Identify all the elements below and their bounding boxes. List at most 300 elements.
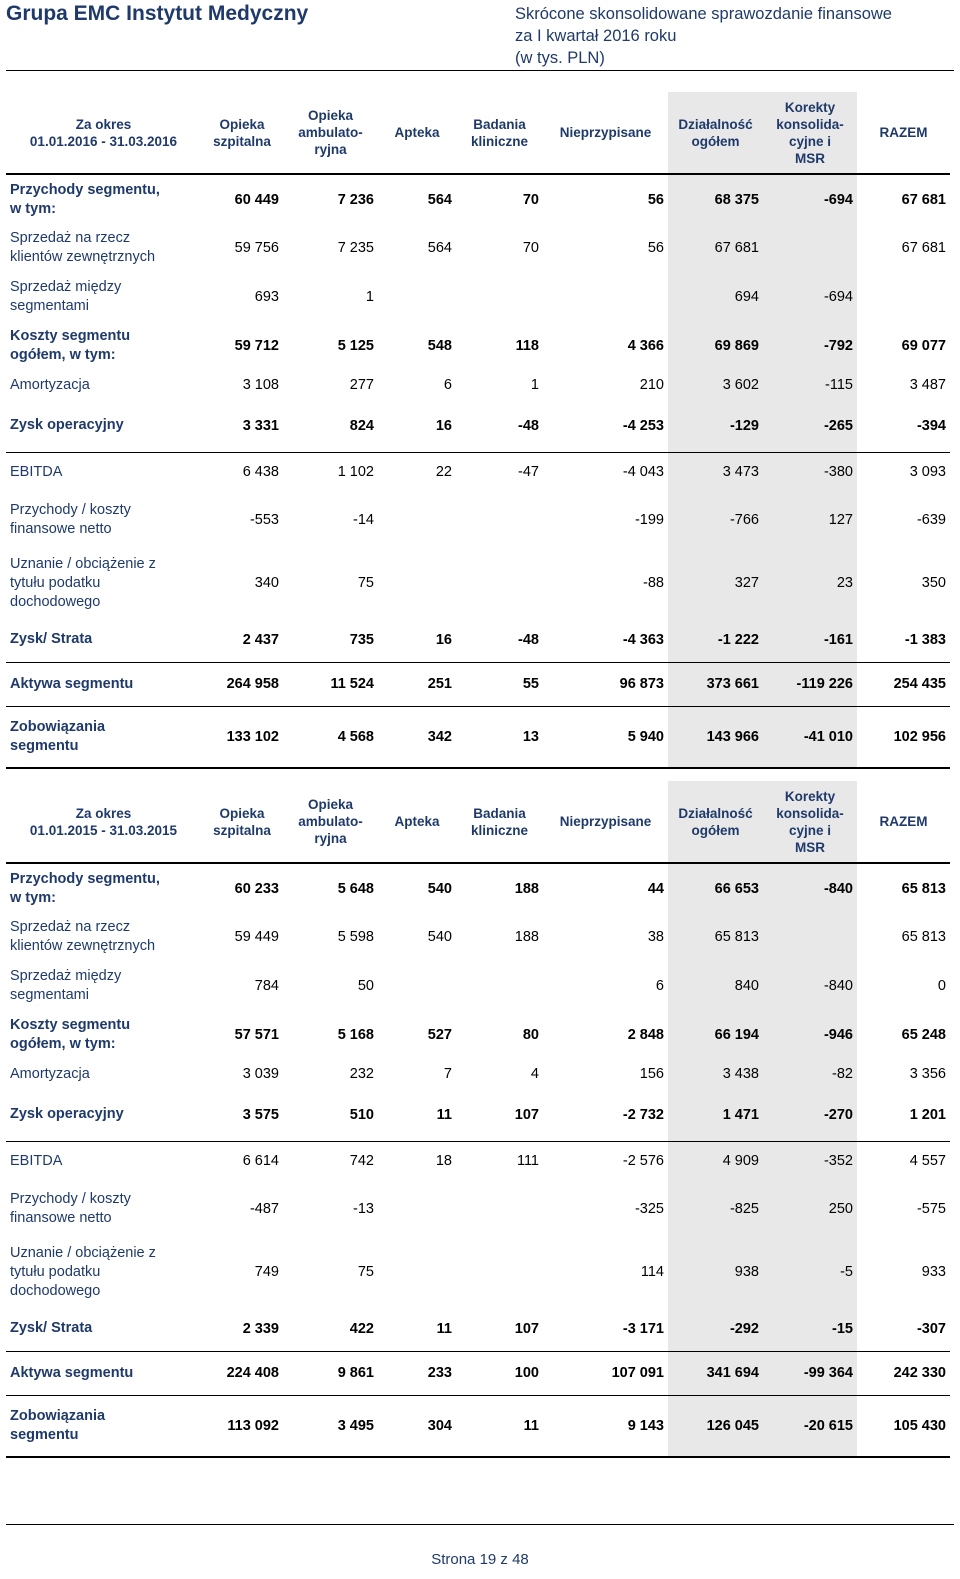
table-row (6, 1059, 950, 1089)
table-cell: 188 (514, 880, 539, 897)
table-row (6, 452, 950, 492)
row-label (6, 1395, 201, 1457)
column-header-line: ogółem (691, 133, 740, 149)
row-label-line: Aktywa segmentu (10, 675, 134, 692)
table-cell: 6 (655, 978, 664, 994)
table-cell: -292 (668, 1307, 763, 1351)
table-cell: 9 861 (283, 1351, 378, 1395)
table-cell: 9 143 (543, 1395, 668, 1457)
table-row (6, 272, 950, 322)
table-cell (378, 492, 456, 548)
table-cell: -2 576 (622, 1153, 664, 1170)
table-row (6, 662, 950, 706)
table-row (6, 618, 950, 662)
column-header-line: Za okres (75, 805, 132, 821)
column-header-line: ambulato- (298, 125, 363, 140)
table-row (6, 224, 950, 272)
row-label-line: Amortyzacja (10, 376, 90, 393)
table-cell: -840 (763, 961, 857, 1011)
table-cell: 3 356 (909, 1066, 946, 1082)
column-header (378, 92, 456, 174)
table-cell: -14 (353, 512, 374, 528)
column-header-line: Opieka (219, 805, 265, 821)
header-divider (6, 70, 954, 71)
row-label (6, 618, 201, 662)
table-cell (543, 272, 668, 322)
table-cell: -199 (634, 512, 664, 528)
table-cell: 3 473 (668, 452, 763, 492)
table-cell: 540 (427, 929, 452, 945)
column-header (6, 92, 201, 174)
row-label (6, 1351, 201, 1395)
row-label (6, 400, 201, 452)
table-cell: -161 (763, 618, 857, 662)
row-label-line: segmentami (10, 298, 89, 314)
column-header-line: Opieka (219, 116, 265, 132)
table-cell: 56 (647, 240, 664, 256)
table-row (6, 1307, 950, 1351)
table-cell: 250 (763, 1181, 857, 1237)
table-cell: 11 524 (283, 662, 378, 706)
table-cell: -487 (249, 1201, 279, 1217)
table-cell: 938 (668, 1237, 763, 1307)
table-cell: -41 010 (763, 706, 857, 768)
row-label-line: segmentu (10, 737, 79, 754)
table-cell: -639 (916, 512, 946, 528)
table-cell: 59 712 (234, 338, 279, 354)
table-cell: 342 (378, 706, 456, 768)
column-header (456, 781, 543, 863)
row-label-line: Amortyzacja (10, 1065, 90, 1082)
table-cell: 527 (427, 1027, 452, 1043)
column-header (857, 781, 950, 863)
row-label-line: w tym: (10, 200, 56, 217)
table-cell: 143 966 (668, 706, 763, 768)
table-cell: 105 430 (857, 1395, 950, 1457)
table-cell: 5 598 (337, 929, 374, 945)
table-cell: -48 (456, 618, 543, 662)
table-row (6, 1089, 950, 1141)
table-row (6, 1395, 950, 1457)
table-cell: 60 233 (234, 880, 279, 897)
table-cell: 3 438 (668, 1059, 763, 1089)
table-cell: -115 (763, 370, 857, 400)
table-cell: 277 (349, 377, 374, 393)
column-header (201, 781, 283, 863)
table-cell (456, 548, 543, 618)
table-cell: 840 (668, 961, 763, 1011)
table-cell: 784 (254, 978, 279, 994)
table-cell: 11 (456, 1395, 543, 1457)
column-header-line: 01.01.2015 - 31.03.2015 (29, 822, 178, 838)
table-cell: 548 (427, 338, 452, 354)
row-label (6, 1141, 201, 1181)
table-row (6, 863, 950, 913)
table-cell: 251 (378, 662, 456, 706)
table-cell (456, 492, 543, 548)
table-cell: 22 (435, 464, 452, 481)
table-cell: -3 171 (543, 1307, 668, 1351)
row-label (6, 272, 201, 322)
table-cell: -270 (763, 1089, 857, 1141)
table-cell: 66 194 (668, 1011, 763, 1059)
table-cell: 118 (515, 338, 539, 354)
table-cell (378, 272, 456, 322)
table-row (6, 961, 950, 1011)
table-cell: 7 (443, 1066, 452, 1082)
row-label-line: Zobowiązania (10, 718, 106, 735)
table-cell: 70 (522, 191, 539, 208)
table-cell: 3 487 (909, 377, 946, 393)
table-cell: 422 (283, 1307, 378, 1351)
row-label-line: Koszty segmentu (10, 328, 131, 344)
table-cell: 1 102 (337, 464, 374, 481)
column-header (6, 781, 201, 863)
row-label (6, 322, 201, 370)
table-cell (763, 913, 857, 961)
column-header-line: kliniczne (470, 822, 529, 838)
table-cell (456, 1237, 543, 1307)
table-cell: 57 571 (234, 1027, 279, 1043)
header-row (6, 92, 950, 174)
column-header-line: Korekty (784, 99, 836, 115)
table-cell: 70 (522, 240, 539, 256)
table-cell: -4 043 (622, 464, 664, 481)
segment-table-2016 (6, 92, 950, 769)
company-name: Grupa EMC Instytut Medyczny (6, 2, 309, 25)
table-row (6, 400, 950, 452)
column-header-line: MSR (795, 150, 825, 166)
table-cell (456, 1181, 543, 1237)
table-cell: 693 (254, 289, 279, 305)
table-cell: 327 (668, 548, 763, 618)
column-header (283, 92, 378, 174)
table-cell: 59 449 (234, 929, 279, 945)
table-cell: 107 (456, 1307, 543, 1351)
row-label-line: tytułu podatku (10, 574, 101, 591)
table-cell: -119 226 (763, 662, 857, 706)
table-cell: 11 (378, 1089, 456, 1141)
report-title-line3: (w tys. PLN) (515, 49, 605, 67)
row-label-line: Koszty segmentu (10, 1017, 131, 1033)
table-cell: 1 (365, 289, 374, 305)
column-header-line: 01.01.2016 - 31.03.2016 (29, 133, 178, 149)
column-header-line: MSR (795, 839, 825, 855)
table-cell: 304 (378, 1395, 456, 1457)
table-cell: 350 (921, 575, 946, 591)
table-cell: 5 940 (543, 706, 668, 768)
table-cell: 50 (357, 978, 374, 994)
row-label-line: Zysk operacyjny (10, 417, 124, 434)
table-cell: -307 (857, 1307, 950, 1351)
table-cell: 824 (283, 400, 378, 452)
table-cell: -1 222 (668, 618, 763, 662)
row-label-line: Sprzedaż na rzecz (10, 230, 131, 246)
row-label-line: Zobowiązania (10, 1407, 106, 1424)
column-header-line: Nieprzypisane (559, 125, 652, 140)
row-label (6, 548, 201, 618)
table-cell: 6 614 (242, 1153, 279, 1170)
table-cell: 3 575 (201, 1089, 283, 1141)
table-cell: 735 (283, 618, 378, 662)
table-cell: 65 248 (901, 1027, 946, 1043)
column-header-line: konsolida- (776, 805, 844, 821)
table-cell: 114 (640, 1264, 664, 1280)
table-cell: 2 339 (201, 1307, 283, 1351)
column-header-line: RAZEM (879, 814, 928, 829)
column-header-line: Badania (473, 805, 526, 821)
table-row (6, 1181, 950, 1237)
table-cell: 68 375 (668, 174, 763, 224)
row-label (6, 863, 201, 913)
column-header-line: Działalność (678, 116, 753, 132)
table-cell: -82 (763, 1059, 857, 1089)
table-row (6, 370, 950, 400)
table-cell (456, 961, 543, 1011)
table-cell: 69 869 (668, 322, 763, 370)
column-header-line: RAZEM (879, 125, 928, 140)
table-cell: -352 (763, 1141, 857, 1181)
row-label-line: dochodowego (10, 1282, 101, 1299)
table-row (6, 174, 950, 224)
table-cell: 5 125 (337, 338, 374, 354)
segment-table-2015 (6, 781, 950, 1458)
column-header (283, 781, 378, 863)
row-label (6, 1237, 201, 1307)
row-label (6, 370, 201, 400)
row-label-line: Sprzedaż między (10, 968, 122, 984)
table-cell: 7 235 (337, 240, 374, 256)
table-cell: -4 253 (543, 400, 668, 452)
row-label (6, 1307, 201, 1351)
row-label (6, 1059, 201, 1089)
row-label-line: Zysk/ Strata (10, 1320, 93, 1337)
table-cell: -88 (643, 575, 664, 591)
table-cell: 242 330 (857, 1351, 950, 1395)
table-cell: 3 602 (668, 370, 763, 400)
table-cell: 100 (456, 1351, 543, 1395)
table-cell: 65 813 (901, 929, 946, 945)
table-cell: 102 956 (857, 706, 950, 768)
table-cell (763, 224, 857, 272)
row-label-line: Sprzedaż między (10, 279, 122, 295)
table-cell: 564 (427, 240, 452, 256)
column-header-line: Apteka (394, 814, 440, 829)
table-cell: -5 (763, 1237, 857, 1307)
table-cell: 224 408 (201, 1351, 283, 1395)
table-cell: 2 437 (201, 618, 283, 662)
column-header-line: Korekty (784, 788, 836, 804)
table-cell: 210 (639, 377, 664, 393)
table-cell: 65 813 (901, 880, 946, 897)
row-label (6, 1011, 201, 1059)
row-label-line: ogółem, w tym: (10, 347, 116, 363)
table-row (6, 1011, 950, 1059)
row-label-line: Przychody / koszty (10, 1191, 131, 1207)
column-header-line: ogółem (691, 822, 740, 838)
table-cell: 564 (427, 191, 452, 208)
column-header-line: Działalność (678, 805, 753, 821)
column-header (668, 781, 763, 863)
row-label-line: dochodowego (10, 593, 101, 610)
table-cell: -129 (668, 400, 763, 452)
table-cell: 2 848 (627, 1027, 664, 1043)
table-cell: 60 449 (234, 191, 279, 208)
table-cell: -20 615 (763, 1395, 857, 1457)
row-label (6, 961, 201, 1011)
footer-divider (6, 1524, 954, 1525)
column-header (543, 92, 668, 174)
row-label-line: Sprzedaż na rzecz (10, 919, 131, 935)
row-label-line: klientów zewnętrznych (10, 938, 156, 954)
table-cell: 67 681 (668, 224, 763, 272)
table-row (6, 492, 950, 548)
table-cell: -840 (763, 863, 857, 913)
table-cell: 75 (357, 575, 374, 591)
table-cell: -13 (353, 1201, 374, 1217)
table-cell (378, 1181, 456, 1237)
column-header-line: Za okres (75, 116, 132, 132)
table-cell: 188 (514, 929, 539, 945)
table-cell: 341 694 (668, 1351, 763, 1395)
table-cell: 67 681 (901, 191, 946, 208)
table-cell: -946 (763, 1011, 857, 1059)
table-cell: 80 (522, 1027, 539, 1043)
row-label-line: EBITDA (10, 1152, 63, 1169)
table-cell (378, 548, 456, 618)
table-cell: 7 236 (337, 191, 374, 208)
table-cell: -48 (456, 400, 543, 452)
table-cell: 4 568 (283, 706, 378, 768)
table-cell (857, 272, 950, 322)
table-cell: 107 (456, 1089, 543, 1141)
column-header (543, 781, 668, 863)
table-cell: 4 (530, 1066, 539, 1082)
table-cell: 107 091 (543, 1351, 668, 1395)
row-label-line: Uznanie / obciążenie z (10, 1244, 156, 1261)
table-cell: -99 364 (763, 1351, 857, 1395)
table-cell: 55 (456, 662, 543, 706)
column-header-line: Apteka (394, 125, 440, 140)
table-cell: 1 471 (668, 1089, 763, 1141)
table-row (6, 548, 950, 618)
table-cell: 5 168 (337, 1027, 374, 1043)
table-cell: -694 (763, 174, 857, 224)
table-cell: -4 363 (543, 618, 668, 662)
table-cell: 6 438 (242, 464, 279, 481)
table-cell: 126 045 (668, 1395, 763, 1457)
table-cell: 373 661 (668, 662, 763, 706)
table-row (6, 913, 950, 961)
table-cell: 3 093 (909, 464, 946, 481)
table-cell: 127 (763, 492, 857, 548)
table-cell: 1 201 (857, 1089, 950, 1141)
table-cell: 16 (378, 618, 456, 662)
table-cell: 3 108 (242, 377, 279, 393)
table-cell: -47 (518, 464, 539, 481)
table-cell: -325 (634, 1201, 664, 1217)
row-label-line: Przychody segmentu, (10, 870, 160, 887)
row-label-line: segmentu (10, 1426, 79, 1443)
row-label (6, 913, 201, 961)
table-cell: 23 (763, 548, 857, 618)
table-row (6, 1351, 950, 1395)
column-header (668, 92, 763, 174)
row-label-line: finansowe netto (10, 521, 112, 537)
table-cell: 11 (378, 1307, 456, 1351)
row-label (6, 492, 201, 548)
table-cell: 6 (443, 377, 452, 393)
table-cell: 4 909 (668, 1141, 763, 1181)
row-label-line: Uznanie / obciążenie z (10, 555, 156, 572)
table-cell: -15 (763, 1307, 857, 1351)
table-row (6, 1237, 950, 1307)
column-header-line: Opieka (307, 108, 354, 123)
column-header (857, 92, 950, 174)
table-cell: 44 (647, 880, 664, 897)
table-cell: -792 (763, 322, 857, 370)
table-cell (378, 1237, 456, 1307)
table-cell: 3 495 (283, 1395, 378, 1457)
row-label-line: w tym: (10, 889, 56, 906)
column-header (201, 92, 283, 174)
column-header (456, 92, 543, 174)
row-label-line: Przychody / koszty (10, 502, 131, 518)
header-row (6, 781, 950, 863)
report-title-line2: za I kwartał 2016 roku (515, 27, 677, 45)
table-cell: 113 092 (201, 1395, 283, 1457)
table-cell: 156 (639, 1066, 664, 1082)
table-row (6, 706, 950, 768)
table-cell: 233 (378, 1351, 456, 1395)
column-header-line: szpitalna (213, 822, 271, 838)
table-cell: 67 681 (901, 240, 946, 256)
table-cell: 96 873 (543, 662, 668, 706)
table-cell: 65 813 (668, 913, 763, 961)
table-cell: 75 (357, 1264, 374, 1280)
table-cell: 38 (647, 929, 664, 945)
column-header-line: cyjne i (788, 822, 832, 838)
table-cell: -766 (668, 492, 763, 548)
table-cell: -575 (916, 1201, 946, 1217)
table-cell: 232 (349, 1066, 374, 1082)
column-header-line: ambulato- (298, 814, 363, 829)
table-cell: 3 039 (242, 1066, 279, 1082)
table-cell: 4 366 (627, 338, 664, 354)
column-header-line: cyjne i (788, 133, 832, 149)
table-cell: -2 732 (543, 1089, 668, 1141)
column-header-line: Opieka (307, 797, 354, 812)
row-label-line: Zysk operacyjny (10, 1106, 124, 1123)
table-cell: 540 (427, 880, 452, 897)
table-cell: 742 (349, 1153, 374, 1170)
column-header (763, 781, 857, 863)
table-cell (378, 961, 456, 1011)
report-title-line1: Skrócone skonsolidowane sprawozdanie finansowe (515, 5, 892, 23)
table-cell: 254 435 (857, 662, 950, 706)
table-cell: 264 958 (201, 662, 283, 706)
report-title (515, 3, 955, 69)
column-header (378, 781, 456, 863)
table-cell: 0 (937, 978, 946, 994)
table-cell: 59 756 (234, 240, 279, 256)
row-label-line: klientów zewnętrznych (10, 249, 156, 265)
table-cell (456, 272, 543, 322)
table-cell: 694 (668, 272, 763, 322)
table-cell: -1 383 (857, 618, 950, 662)
table-cell: 340 (254, 575, 279, 591)
row-label-line: finansowe netto (10, 1210, 112, 1226)
